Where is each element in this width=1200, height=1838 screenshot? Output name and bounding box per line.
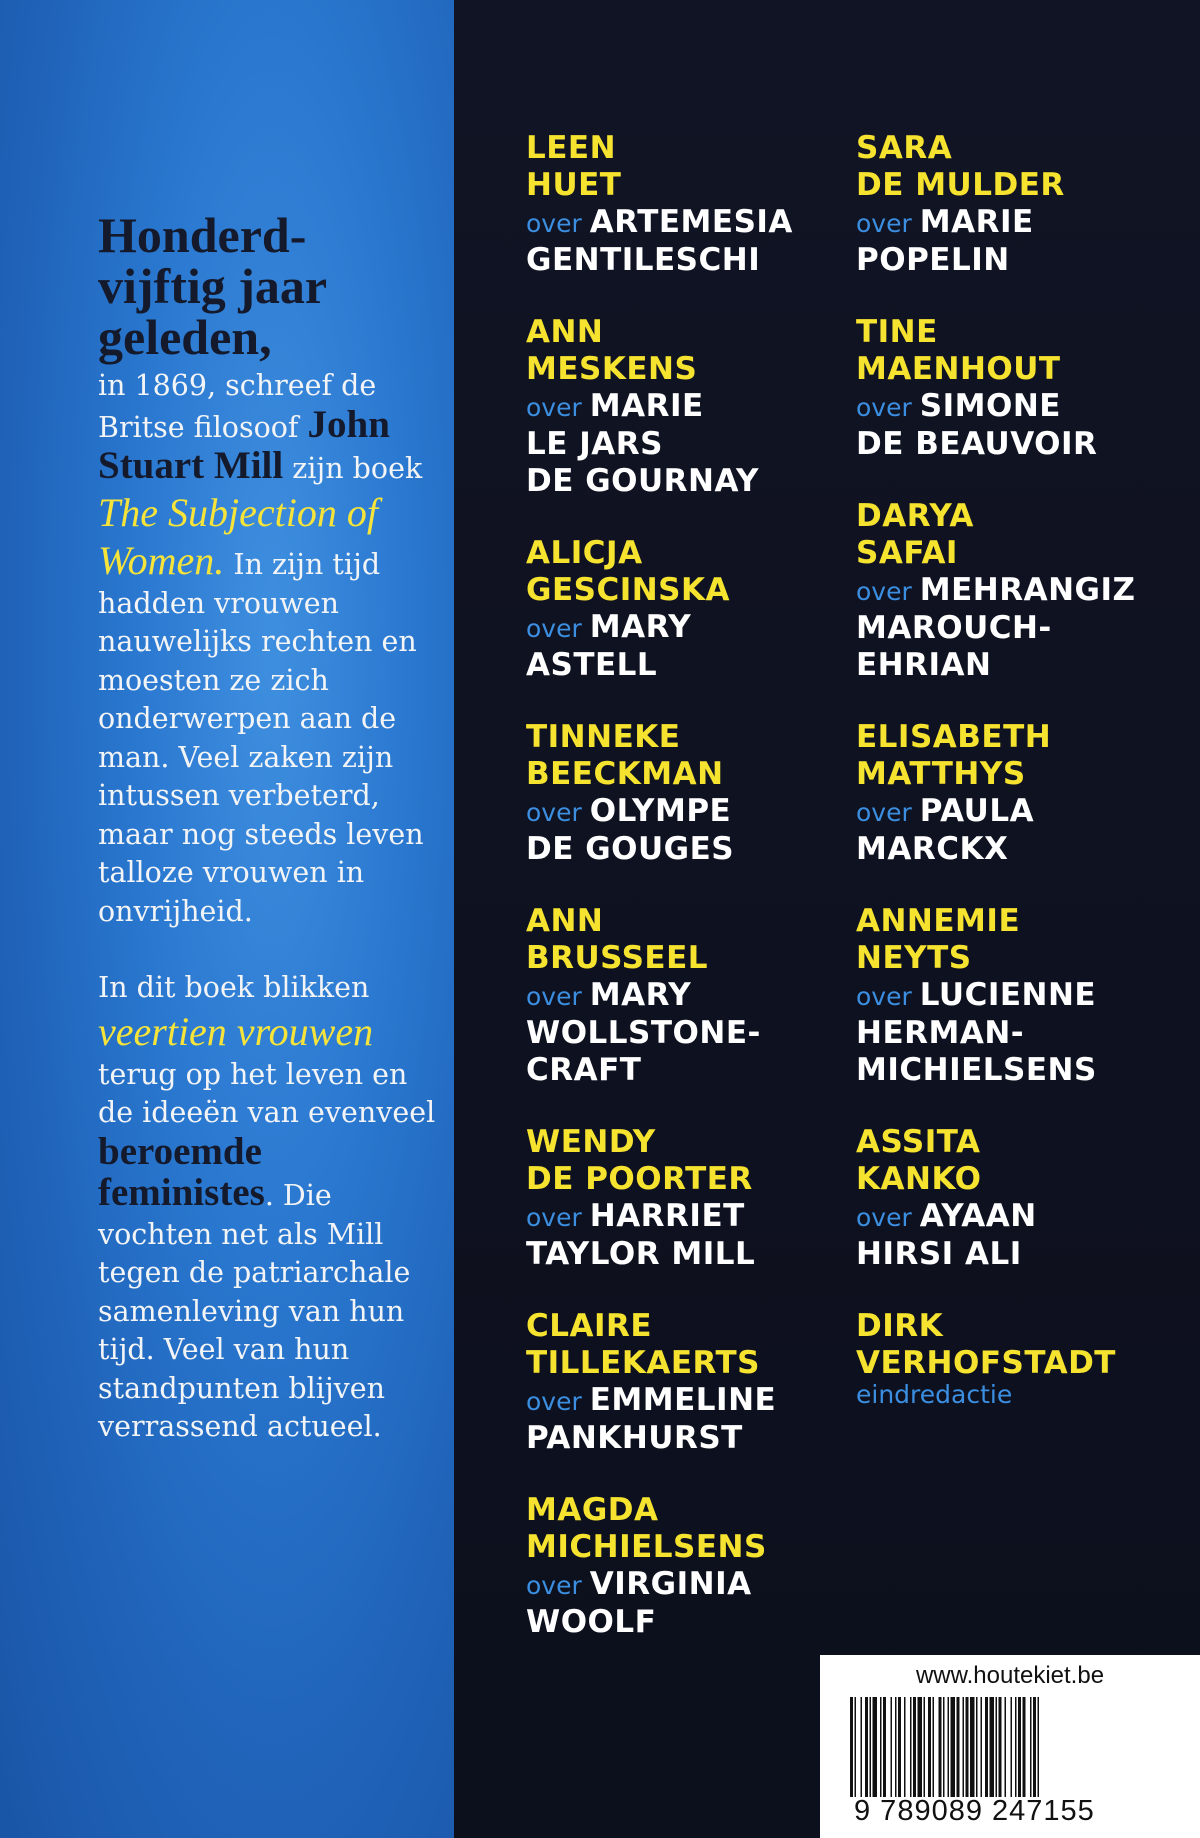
author-name-line: WENDY: [526, 1124, 656, 1160]
author-name-line: MESKENS: [526, 351, 698, 387]
blurb-paragraph-1: [98, 367, 438, 931]
subject-name-line: [526, 242, 856, 279]
over-label: over: [856, 577, 912, 606]
contributor-author: [856, 130, 1186, 204]
contributor-entry: [526, 314, 856, 500]
subject-name-text: WOLLSTONE-: [526, 1015, 761, 1051]
subject-name-line: [526, 1566, 856, 1604]
editor-name-line-2: VERHOFSTADT: [856, 1345, 1116, 1381]
subject-name-text: MARIE: [919, 204, 1034, 240]
author-name-line: MAGDA: [526, 1492, 659, 1528]
author-name-line: MATTHYS: [856, 756, 1026, 792]
author-name-line: GESCINSKA: [526, 572, 731, 608]
subject-name-line: [856, 572, 1186, 610]
author-name-line: KANKO: [856, 1161, 982, 1197]
over-label: over: [856, 393, 912, 422]
blurb-p2-text-c: . Die vochten net als Mill tegen de patriarchale samenleving van hun tijd. Veel van hun standpunten blijven verrassend actueel.: [98, 1179, 411, 1443]
blurb-heading-line-3: geleden,: [98, 309, 272, 365]
author-name-line: BRUSSEEL: [526, 940, 709, 976]
subject-name-text: PANKHURST: [526, 1420, 743, 1456]
subject-name-text: WOOLF: [526, 1604, 657, 1640]
author-name-line: LEEN: [526, 130, 617, 166]
contributor-entry: [526, 130, 856, 279]
subject-name-text: SIMONE: [919, 388, 1061, 424]
subject-name-line: [856, 388, 1186, 426]
subject-name-text: EMMELINE: [589, 1382, 777, 1418]
subject-name-line: [526, 831, 856, 868]
subject-name-text: LUCIENNE: [919, 977, 1097, 1013]
subject-name-text: HIRSI ALI: [856, 1236, 1022, 1272]
subject-name-line: [526, 1382, 856, 1420]
over-label: over: [856, 1203, 912, 1232]
subject-name-text: CRAFT: [526, 1052, 642, 1088]
contributor-entry: [526, 1308, 856, 1457]
subject-name-line: [526, 647, 856, 684]
subject-name-text: MARY: [589, 977, 692, 1013]
contributor-author: [526, 130, 856, 204]
author-name-line: SAFAI: [856, 535, 958, 571]
blurb-p2-text-b: terug op het leven en de ideeën van evenveel: [98, 1057, 436, 1129]
blurb-heading: [98, 207, 438, 365]
author-name-line: ANNEMIE: [856, 903, 1021, 939]
highlight-veertien-vrouwen: veertien vrouwen: [98, 1008, 374, 1054]
contributor-author: [856, 719, 1186, 793]
over-label: over: [526, 209, 582, 238]
subject-name-line: [856, 647, 1186, 684]
author-name-line: SARA: [856, 130, 953, 166]
contributor-author: [526, 903, 856, 977]
subject-name-line: [526, 388, 856, 426]
contributors-column-1: [526, 130, 856, 1676]
subject-name-text: MICHIELSENS: [856, 1052, 1097, 1088]
subject-name-text: DE GOURNAY: [526, 463, 759, 499]
contributor-author: [526, 1308, 856, 1382]
contributor-author: [526, 1492, 856, 1566]
subject-name-line: [856, 204, 1186, 242]
subject-name-line: [856, 1198, 1186, 1236]
author-name-line: DARYA: [856, 498, 974, 534]
over-label: over: [526, 393, 582, 422]
subject-name-text: MARCKX: [856, 831, 1009, 867]
contributor-author: [856, 1124, 1186, 1198]
contributor-entry: [856, 130, 1186, 279]
author-name-line: ANN: [526, 314, 604, 350]
contributor-author: [856, 498, 1186, 572]
editor-entry: [856, 1308, 1186, 1408]
editor-name-line-1: DIRK: [856, 1308, 944, 1344]
subject-name-line: [526, 426, 856, 463]
blurb-p2-text-a: In dit boek blikken: [98, 971, 370, 1004]
barcode-icon: [850, 1697, 1180, 1797]
contributor-entry: [856, 903, 1186, 1089]
contributor-entry: [856, 719, 1186, 868]
author-name-line: HUET: [526, 167, 622, 203]
subject-name-text: ARTEMESIA: [589, 204, 793, 240]
subject-name-text: OLYMPE: [589, 793, 732, 829]
isbn-number: 9 789089 247155: [854, 1795, 1095, 1827]
contributor-entry: [526, 1124, 856, 1273]
subject-name-line: [856, 242, 1186, 279]
subject-name-line: [526, 793, 856, 831]
contributor-author: [856, 903, 1186, 977]
subject-name-text: POPELIN: [856, 242, 1010, 278]
blurb-heading-line-2: vijftig jaar: [98, 258, 328, 314]
blurb-p1-text-a: in 1869, schreef de Britse filosoof: [98, 369, 377, 444]
author-name-line: ELISABETH: [856, 719, 1052, 755]
subject-name-line: [526, 1052, 856, 1089]
subject-name-text: HERMAN-: [856, 1015, 1025, 1051]
contributor-entry: [856, 314, 1186, 463]
subject-name-text: HARRIET: [589, 1198, 745, 1234]
contributor-entry: [526, 535, 856, 684]
contributor-entry: [526, 1492, 856, 1641]
author-name-line: TILLEKAERTS: [526, 1345, 761, 1381]
publisher-website: www.houtekiet.be: [915, 1662, 1105, 1689]
subject-name-line: [526, 977, 856, 1015]
author-name-line: BEECKMAN: [526, 756, 724, 792]
subject-name-line: [856, 1052, 1186, 1089]
contributor-author: [526, 535, 856, 609]
contributor-entry: [526, 719, 856, 868]
subject-name-line: [526, 1604, 856, 1641]
over-label: over: [526, 1387, 582, 1416]
subject-name-line: [856, 610, 1186, 647]
author-name-line: ANN: [526, 903, 604, 939]
over-label: over: [526, 1571, 582, 1600]
editor-role: eindredactie: [856, 1380, 1013, 1409]
over-label: over: [526, 798, 582, 827]
highlight-beroemde-feministes: beroemde feministes: [98, 1129, 265, 1214]
book-title: The Subjection of Women.: [98, 489, 378, 583]
over-label: over: [856, 982, 912, 1011]
contributors-column-2: [856, 130, 1186, 1443]
blurb-paragraph-2: [98, 969, 438, 1447]
author-name-line: TINNEKE: [526, 719, 681, 755]
subject-name-line: [526, 1015, 856, 1052]
contributor-entry: [526, 903, 856, 1089]
subject-name-text: EHRIAN: [856, 647, 992, 683]
subject-name-text: DE BEAUVOIR: [856, 426, 1098, 462]
author-name-line: NEYTS: [856, 940, 972, 976]
barcode-box: [820, 1655, 1200, 1838]
contributor-author: [526, 314, 856, 388]
subject-name-text: AYAAN: [919, 1198, 1037, 1234]
subject-name-line: [856, 1236, 1186, 1273]
subject-name-line: [856, 831, 1186, 868]
subject-name-text: DE GOUGES: [526, 831, 735, 867]
subject-name-line: [856, 426, 1186, 463]
subject-name-text: PAULA: [919, 793, 1035, 829]
blurb-p1-text-b: zijn boek: [283, 452, 423, 485]
over-label: over: [526, 982, 582, 1011]
contributor-author: [526, 719, 856, 793]
subject-name-text: MEHRANGIZ: [919, 572, 1136, 608]
subject-name-text: MARIE: [589, 388, 704, 424]
contributor-author: [856, 314, 1186, 388]
subject-name-text: MARY: [589, 609, 692, 645]
subject-name-line: [856, 793, 1186, 831]
author-name-line: ALICJA: [526, 535, 643, 571]
editor-name: [856, 1308, 1186, 1382]
blurb-text: [98, 207, 438, 1447]
author-name-line: TINE: [856, 314, 938, 350]
contributor-author: [526, 1124, 856, 1198]
subject-name-line: [526, 204, 856, 242]
subject-name-line: [526, 1236, 856, 1273]
author-name-line: ASSITA: [856, 1124, 981, 1160]
subject-name-line: [856, 1015, 1186, 1052]
author-name-line: DE POORTER: [526, 1161, 753, 1197]
subject-name-text: GENTILESCHI: [526, 242, 761, 278]
subject-name-line: [526, 463, 856, 500]
subject-name-text: ASTELL: [526, 647, 658, 683]
over-label: over: [856, 209, 912, 238]
subject-name-line: [526, 609, 856, 647]
blurb-p1-text-c: In zijn tijd hadden vrouwen nauwelijks rechten en moesten ze zich onderwerpen aan de man. Veel zaken zijn intussen verbeterd, maar nog steeds leven talloze vrouwen in onvrijheid.: [98, 547, 424, 928]
subject-name-line: [526, 1198, 856, 1236]
subject-name-text: TAYLOR MILL: [526, 1236, 756, 1272]
author-name-line: MICHIELSENS: [526, 1529, 767, 1565]
blurb-heading-line-1: Honderd-: [98, 207, 307, 263]
subject-name-text: VIRGINIA: [589, 1566, 752, 1602]
author-name-line: MAENHOUT: [856, 351, 1061, 387]
author-name-mill: John Stuart Mill: [98, 402, 390, 487]
over-label: over: [526, 614, 582, 643]
subject-name-line: [856, 977, 1186, 1015]
subject-name-text: LE JARS: [526, 426, 663, 462]
contributor-entry: [856, 1124, 1186, 1273]
over-label: over: [526, 1203, 582, 1232]
author-name-line: CLAIRE: [526, 1308, 653, 1344]
subject-name-line: [526, 1420, 856, 1457]
over-label: over: [856, 798, 912, 827]
author-name-line: DE MULDER: [856, 167, 1065, 203]
contributor-entry: [856, 498, 1186, 684]
subject-name-text: MAROUCH-: [856, 610, 1052, 646]
